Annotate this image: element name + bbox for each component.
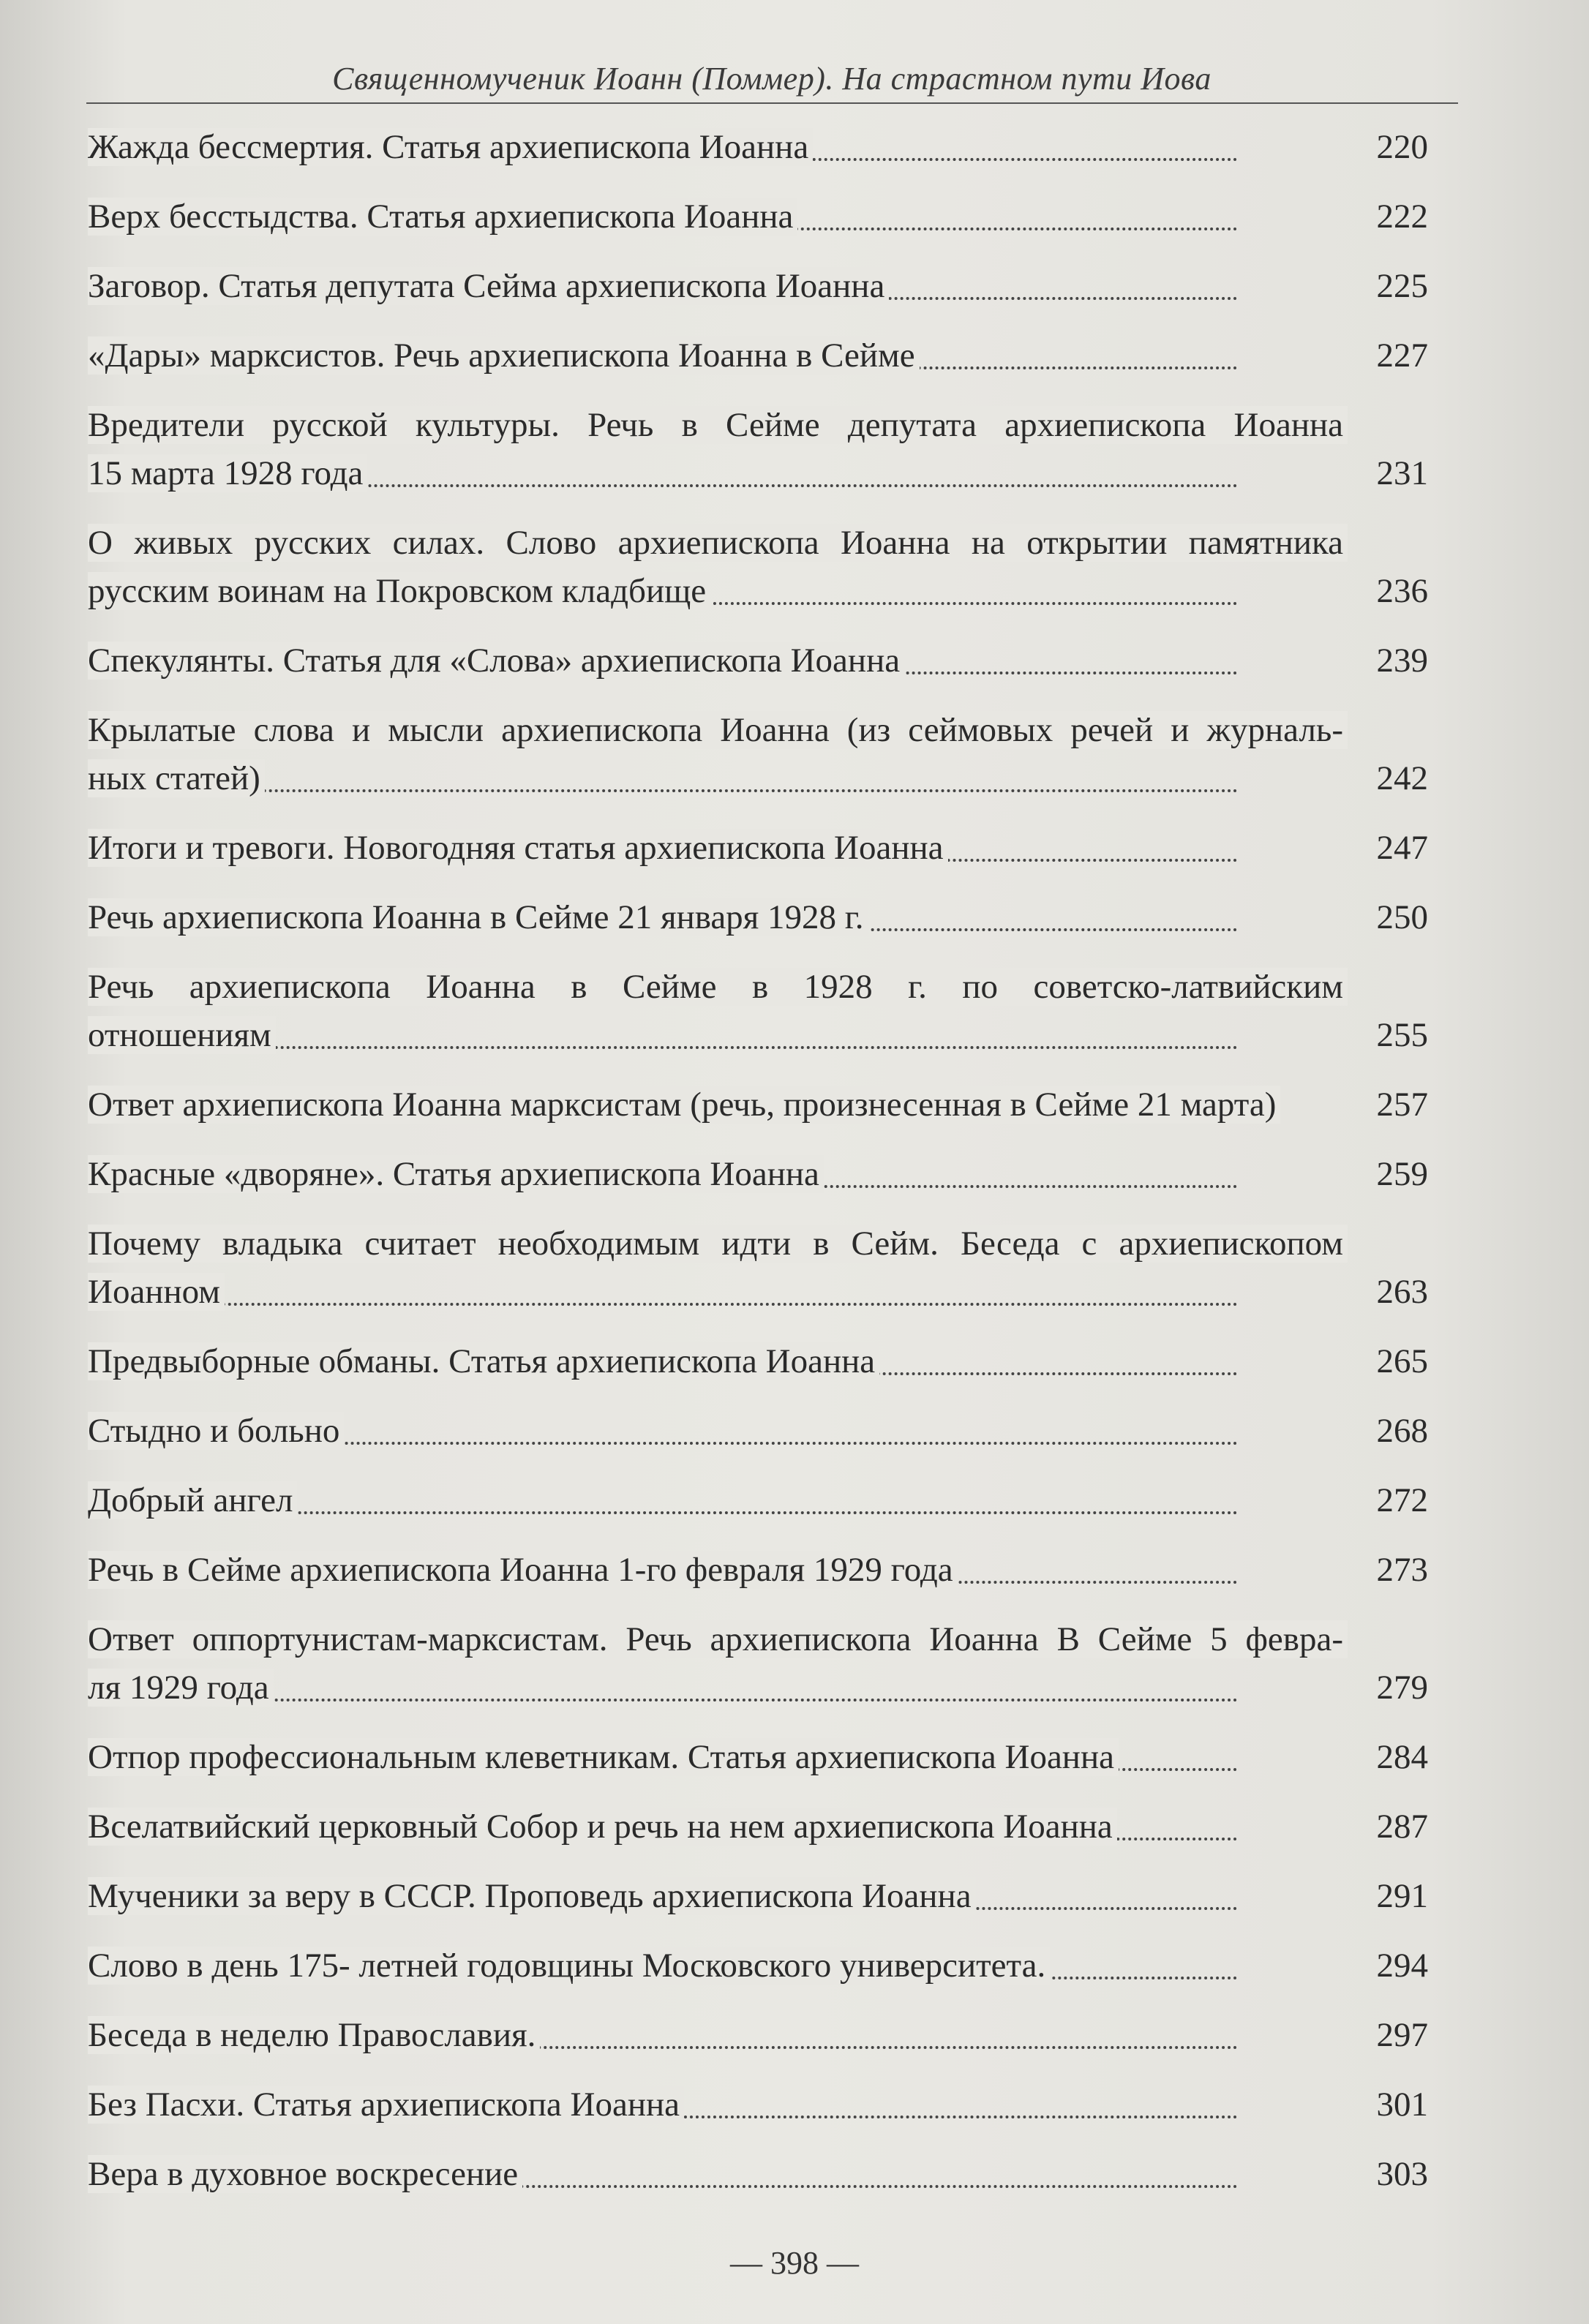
toc-entry-page-number: 259	[1376, 1155, 1428, 1193]
toc-entry-last-line	[88, 1872, 1348, 1920]
toc-entry-page-number: 284	[1376, 1738, 1428, 1776]
toc-entry-line	[88, 401, 1348, 449]
toc-entry-last-line	[88, 893, 1348, 941]
page-number-folio: — 398 —	[730, 2245, 859, 2281]
toc-entry	[88, 824, 1457, 872]
toc-entry-last-line	[88, 331, 1348, 380]
toc-entry	[88, 2080, 1457, 2129]
toc-entry-page-number: 220	[1376, 128, 1428, 166]
toc-entry-line	[88, 1219, 1348, 1268]
toc-entry-page-number: 297	[1376, 2016, 1428, 2054]
toc-entry-title: русским воинам на Покровском кладбище	[88, 572, 710, 610]
toc-entry-title: О живых русских силах. Слово архиепископа Иоанна на открытии памятника	[88, 524, 1348, 562]
toc-entry	[88, 331, 1457, 380]
toc-entry	[88, 2150, 1457, 2198]
toc-entry-last-line	[88, 636, 1348, 685]
toc-entry-line	[88, 963, 1348, 1011]
toc-entry	[88, 262, 1457, 310]
toc-entry-last-line	[88, 2011, 1348, 2059]
toc-entry	[88, 963, 1457, 1059]
table-of-contents	[88, 123, 1457, 2219]
toc-entry-last-line	[88, 824, 1348, 872]
toc-entry-title: Отпор профессиональным клеветникам. Статья архиепископа Иоанна	[88, 1738, 1119, 1776]
toc-entry-page-number: 287	[1376, 1808, 1428, 1846]
toc-entry-line	[88, 706, 1348, 754]
toc-entry-title: Речь архиепископа Иоанна в Сейме 21 января 1928 г.	[88, 898, 868, 936]
toc-entry-last-line	[88, 123, 1348, 171]
toc-entry-last-line	[88, 1941, 1348, 1990]
toc-entry-last-line	[88, 1802, 1348, 1851]
toc-entry-page-number: 231	[1376, 454, 1428, 492]
toc-entry-page-number: 268	[1376, 1412, 1428, 1450]
toc-entry-title: Ответ архиепископа Иоанна марксистам (речь, произнесенная в Сейме 21 марта)	[88, 1086, 1280, 1124]
toc-entry	[88, 1150, 1457, 1198]
toc-entry-page-number: 257	[1376, 1086, 1428, 1124]
toc-entry-title: Вселатвийский церковный Собор и речь на нем архиепископа Иоанна	[88, 1808, 1117, 1846]
toc-entry-page-number: 250	[1376, 898, 1428, 936]
toc-entry-last-line	[88, 262, 1348, 310]
toc-entry-title: Верх бесстыдства. Статья архиепископа Иоанна	[88, 198, 797, 236]
toc-entry	[88, 1476, 1457, 1524]
toc-entry	[88, 636, 1457, 685]
toc-entry	[88, 1802, 1457, 1851]
toc-entry-title: Вера в духовное воскресение	[88, 2155, 522, 2193]
toc-entry-last-line	[88, 1150, 1348, 1198]
toc-entry-page-number: 225	[1376, 267, 1428, 305]
toc-entry-title: Предвыборные обманы. Статья архиепископа Иоанна	[88, 1342, 879, 1380]
toc-entry-last-line	[88, 192, 1348, 241]
toc-entry-page-number: 236	[1376, 572, 1428, 610]
toc-entry-last-line	[88, 1080, 1348, 1129]
toc-entry	[88, 1337, 1457, 1385]
toc-entry-last-line	[88, 1268, 1348, 1316]
toc-entry-title: Жажда бессмертия. Статья архиепископа Иоанна	[88, 128, 813, 166]
toc-entry-last-line	[88, 1546, 1348, 1594]
toc-entry-page-number: 239	[1376, 642, 1428, 680]
toc-entry-title: Ответ оппортунистам-марксистам. Речь архиепископа Иоанна В Сейме 5 февра-	[88, 1620, 1348, 1658]
running-head: Священномученик Иоанн (Поммер). На страстном пути Иова	[332, 61, 1212, 97]
toc-entry-line	[88, 1615, 1348, 1663]
toc-entry-last-line	[88, 1337, 1348, 1385]
running-head-rule	[86, 102, 1458, 104]
toc-entry-last-line	[88, 1407, 1348, 1455]
toc-entry-title: ля 1929 года	[88, 1669, 274, 1707]
toc-entry-title: Вредители русской культуры. Речь в Сейме депутата архиепископа Иоанна	[88, 406, 1348, 444]
toc-entry-page-number: 255	[1376, 1016, 1428, 1054]
toc-entry-title: Красные «дворяне». Статья архиепископа Иоанна	[88, 1155, 824, 1193]
toc-entry	[88, 893, 1457, 941]
toc-entry	[88, 519, 1457, 615]
toc-entry-page-number: 227	[1376, 336, 1428, 375]
toc-entry-title: Беседа в неделю Православия.	[88, 2016, 540, 2054]
toc-entry-page-number: 303	[1376, 2155, 1428, 2193]
toc-entry-page-number: 242	[1376, 759, 1428, 797]
toc-entry-title: «Дары» марксистов. Речь архиепископа Иоанна в Сейме	[88, 336, 920, 375]
toc-entry-last-line	[88, 2080, 1348, 2129]
toc-entry-title: Спекулянты. Статья для «Слова» архиепископа Иоанна	[88, 642, 904, 680]
toc-entry-title: Без Пасхи. Статья архиепископа Иоанна	[88, 2086, 684, 2124]
toc-entry-title: Речь архиепископа Иоанна в Сейме в 1928 г. по советско-латвийским	[88, 968, 1348, 1006]
toc-entry-last-line	[88, 567, 1348, 615]
toc-entry	[88, 1941, 1457, 1990]
toc-entry-title: Слово в день 175- летней годовщины Московского университета.	[88, 1947, 1050, 1985]
toc-entry-title: Мученики за веру в СССР. Проповедь архиепископа Иоанна	[88, 1877, 976, 1915]
toc-entry	[88, 123, 1457, 171]
toc-entry	[88, 1546, 1457, 1594]
toc-entry-last-line	[88, 449, 1348, 497]
toc-entry-title: Добрый ангел	[88, 1481, 297, 1519]
toc-entry-title: Крылатые слова и мысли архиепископа Иоанна (из сеймовых речей и журналь-	[88, 711, 1348, 749]
toc-entry	[88, 401, 1457, 497]
toc-entry-page-number: 265	[1376, 1342, 1428, 1380]
toc-entry	[88, 1080, 1457, 1129]
toc-entry-title: 15 марта 1928 года	[88, 454, 367, 492]
toc-entry	[88, 1733, 1457, 1781]
toc-entry	[88, 706, 1457, 802]
toc-entry-title: Почему владыка считает необходимым идти в Сейм. Беседа с архиепископом	[88, 1225, 1348, 1263]
toc-entry	[88, 1615, 1457, 1712]
toc-entry	[88, 1872, 1457, 1920]
toc-entry-page-number: 263	[1376, 1273, 1428, 1311]
toc-entry	[88, 192, 1457, 241]
toc-entry-last-line	[88, 1733, 1348, 1781]
toc-entry-line	[88, 519, 1348, 567]
toc-entry-last-line	[88, 754, 1348, 802]
toc-entry-page-number: 294	[1376, 1947, 1428, 1985]
toc-entry-last-line	[88, 1476, 1348, 1524]
toc-entry-page-number: 301	[1376, 2086, 1428, 2124]
toc-entry-title: Заговор. Статья депутата Сейма архиепископа Иоанна	[88, 267, 889, 305]
toc-entry-last-line	[88, 2150, 1348, 2198]
toc-entry-page-number: 222	[1376, 198, 1428, 236]
toc-entry-page-number: 279	[1376, 1669, 1428, 1707]
toc-entry-last-line	[88, 1663, 1348, 1712]
toc-entry-title: Итоги и тревоги. Новогодняя статья архиепископа Иоанна	[88, 829, 948, 867]
toc-entry-title: Стыдно и больно	[88, 1412, 344, 1450]
toc-entry-title: ных статей)	[88, 759, 265, 797]
dot-leader	[88, 1303, 1238, 1306]
toc-entry-page-number: 247	[1376, 829, 1428, 867]
toc-entry	[88, 1407, 1457, 1455]
toc-entry-page-number: 291	[1376, 1877, 1428, 1915]
toc-entry-last-line	[88, 1011, 1348, 1059]
toc-entry-title: отношениям	[88, 1016, 276, 1054]
toc-entry-page-number: 273	[1376, 1551, 1428, 1589]
toc-entry	[88, 1219, 1457, 1316]
toc-entry-page-number: 272	[1376, 1481, 1428, 1519]
toc-entry-title: Иоанном	[88, 1273, 225, 1311]
toc-entry	[88, 2011, 1457, 2059]
toc-entry-title: Речь в Сейме архиепископа Иоанна 1-го февраля 1929 года	[88, 1551, 958, 1589]
